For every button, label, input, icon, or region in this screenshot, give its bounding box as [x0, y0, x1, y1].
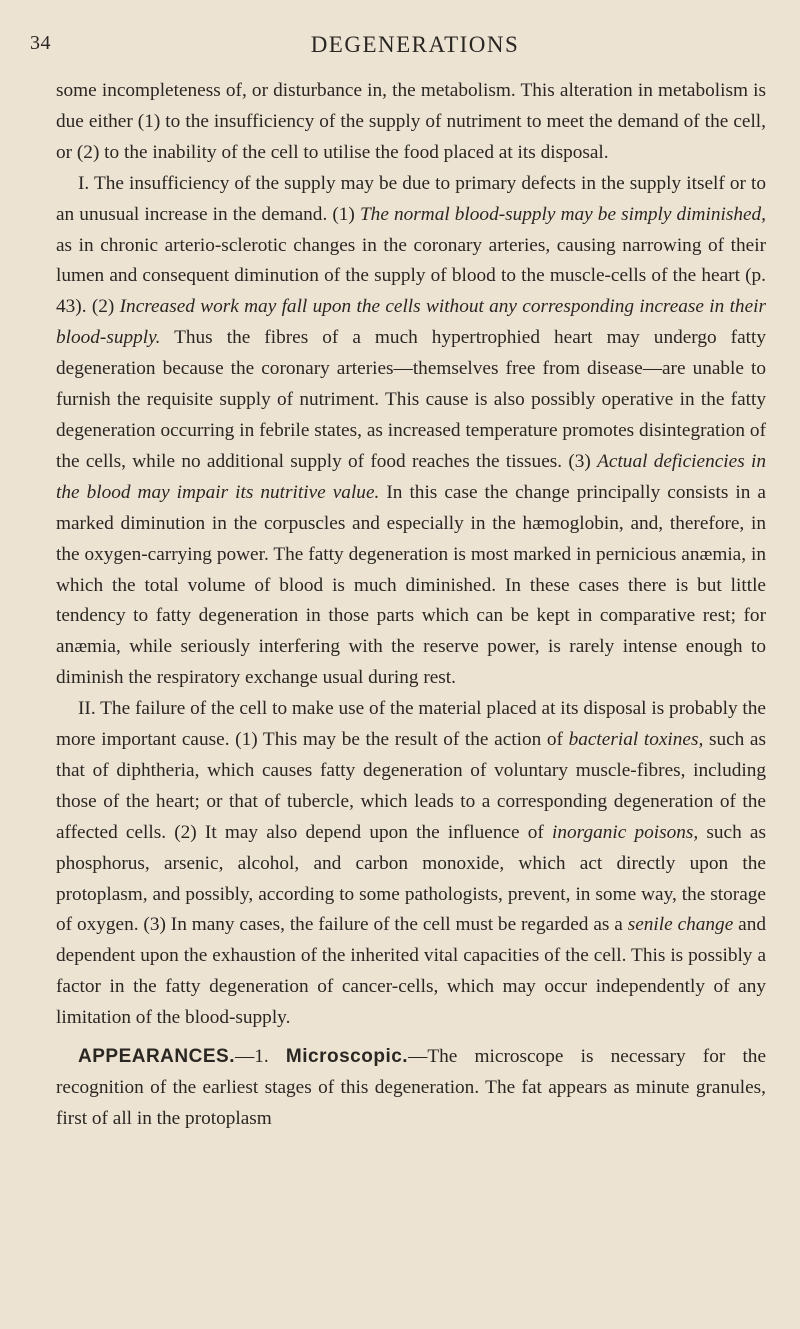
- italic-phrase: bacterial toxines,: [568, 729, 704, 751]
- paragraph-insufficiency: [56, 169, 766, 694]
- page-header: [30, 32, 770, 66]
- paragraph-text: as in chronic arterio-sclerotic changes in the coronary arteries, causing narrowing of their lumen and consequent diminution of the supply of blood to the muscle-cells of the heart (p. 43). (2): [56, 234, 766, 318]
- subsection-heading: Microscopic.: [285, 1046, 409, 1068]
- running-title: DEGENERATIONS: [310, 32, 520, 57]
- paragraph-text: —1.: [234, 1046, 286, 1068]
- italic-phrase: inorganic poisons,: [552, 821, 699, 843]
- italic-phrase: senile change: [627, 914, 734, 936]
- paragraph-failure: [56, 694, 766, 1034]
- paragraph-text: In this case the change principally consists in a marked diminution in the corpuscles and especially in the hæmoglobin, and, therefore, in the oxygen-carrying power. The fatty degeneration is most marked in pernicious anæmia, in which the total volume of blood is much diminished. In these cases there is but little tendency to fatty degeneration in those parts which can be kept in comparative rest; for anæmia, while seriously interfering with the reserve power, is rarely intense enough to diminish the respiratory exchange usual during rest.: [56, 481, 766, 689]
- paragraph-text: Thus the fibres of a much hypertrophied heart may undergo fatty degeneration because the coronary arteries—themselves free from disease—are unable to furnish the requisite supply of nutriment. This cause is also possibly operative in the fatty degeneration occurring in febrile states, as increased temperature promotes disintegration of the cells, while no additional supply of food reaches the tissues. (3): [56, 327, 766, 472]
- paragraph-text: —The microscope is necessary for the recognition of the earliest stages of this degeneration. The fat appears as minute granules, first of all in the protoplasm: [56, 1046, 766, 1129]
- italic-phrase: Increased work may fall upon the cells without any corresponding increase in their blood-supply.: [56, 296, 766, 349]
- paragraph-metabolism: [56, 76, 766, 169]
- paragraph-text: II. The failure of the cell to make use of the material placed at its disposal is probably the more important cause. (1) This may be the result of the action of: [56, 698, 766, 751]
- section-heading: APPEARANCES.: [78, 1046, 235, 1068]
- page-number: 34: [30, 32, 51, 54]
- paragraph-text: I. The insufficiency of the supply may be due to primary defects in the supply itself or to an unusual increase in the demand. (1): [56, 172, 766, 225]
- paragraph-text: and dependent upon the exhaustion of the inherited vital capacities of the cell. This is possibly a factor in the fatty degeneration of cancer-cells, which may occur independently of any limitation of the blood-supply.: [56, 914, 766, 1029]
- paragraph-text: such as that of diphtheria, which causes fatty degeneration of voluntary muscle-fibres, including those of the heart; or that of tubercle, which leads to a corresponding degeneration of the affected cells. (2) It may also depend upon the influence of: [56, 729, 766, 843]
- body-text: [56, 76, 766, 1135]
- paragraph-text: such as phosphorus, arsenic, alcohol, and carbon monoxide, which act directly upon the protoplasm, and possibly, according to some pathologists, prevent, in some way, the storage of oxygen. (3) In many cases, the failure of the cell must be regarded as a: [56, 821, 766, 936]
- italic-phrase: Actual deficiencies in the blood may impair its nutritive value.: [56, 450, 766, 503]
- paragraph-appearances: [56, 1042, 766, 1135]
- italic-phrase: The normal blood-supply may be simply diminished,: [359, 203, 766, 225]
- paragraph-text: some incompleteness of, or disturbance in, the metabolism. This alteration in metabolism is due either (1) to the insufficiency of the supply of nutriment to meet the demand of the cell, or (2) to the inability of the cell to utilise the food placed at its disposal.: [56, 80, 766, 163]
